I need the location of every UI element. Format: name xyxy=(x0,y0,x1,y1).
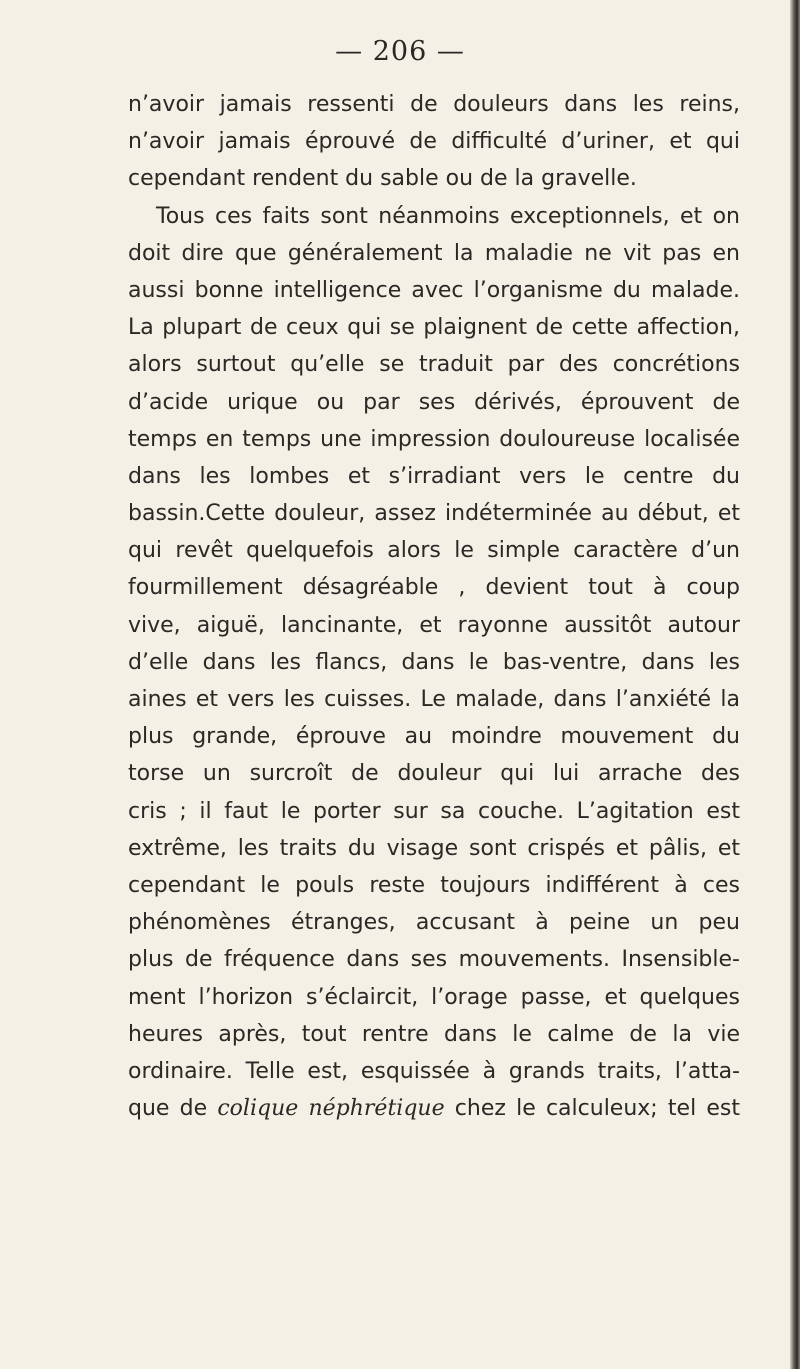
text-line-20: cris ; il faut le porter sur sa couche. L’agitation est xyxy=(128,798,740,824)
text-line-4: Tous ces faits sont néanmoins exceptionnels, et on xyxy=(156,203,740,229)
text-line-9: d’acide urique ou par ses dérivés, éprouvent de xyxy=(128,389,740,415)
text-line-27: ordinaire. Telle est, esquissée à grands traits, l’atta- xyxy=(128,1058,740,1084)
text-line-6: aussi bonne intelligence avec l’organisme du malade. xyxy=(128,277,740,303)
text-line-2: n’avoir jamais éprouvé de difficulté d’uriner, et qui xyxy=(128,129,740,155)
text-line-14: fourmillement désagréable , devient tout à coup xyxy=(128,575,740,601)
text-line-19: torse un surcroît de douleur qui lui arrache des xyxy=(128,761,740,787)
text-line-8: alors surtout qu’elle se traduit par des concrétions xyxy=(128,352,740,378)
text-line-28-start: que de xyxy=(128,1096,208,1122)
text-line-11: dans les lombes et s’irradiant vers le centre du xyxy=(128,463,740,489)
body-text xyxy=(128,86,740,1127)
text-line-1: n’avoir jamais ressenti de douleurs dans les reins, xyxy=(128,92,740,117)
text-line-18: plus grande, éprouve au moindre mouvement du xyxy=(128,724,740,750)
text-line-3: cependant rendent du sable ou de la gravelle. xyxy=(128,166,637,192)
text-line-7: La plupart de ceux qui se plaignent de cette affection, xyxy=(128,315,740,341)
text-line-10: temps en temps une impression douloureuse localisée xyxy=(128,426,740,452)
text-line-12: bassin.Cette douleur, assez indéterminée au début, et xyxy=(128,501,740,527)
text-line-21: extrême, les traits du visage sont crispés et pâlis, et xyxy=(128,835,740,861)
text-line-24: plus de fréquence dans ses mouvements. Insensible- xyxy=(128,947,740,973)
text-line-26: heures après, tout rentre dans le calme de la vie xyxy=(128,1021,740,1047)
text-line-15: vive, aiguë, lancinante, et rayonne aussitôt autour xyxy=(128,612,740,638)
page-number: — 206 — xyxy=(335,36,465,67)
text-line-17: aines et vers les cuisses. Le malade, dans l’anxiété la xyxy=(128,687,740,712)
text-line-25: ment l’horizon s’éclaircit, l’orage passe, et quelques xyxy=(128,984,740,1010)
text-line-23: phénomènes étranges, accusant à peine un peu xyxy=(128,910,740,936)
text-line-22: cependant le pouls reste toujours indifférent à ces xyxy=(128,872,740,898)
page-binding-edge xyxy=(790,0,800,1369)
text-line-28 xyxy=(128,1090,740,1127)
italic-term: colique néphrétique xyxy=(217,1096,445,1122)
text-line-16: d’elle dans les flancs, dans le bas-ventre, dans les xyxy=(128,649,740,675)
text-line-28-end: chez le calculeux; tel est xyxy=(454,1096,740,1122)
text-line-5: doit dire que généralement la maladie ne vit pas en xyxy=(128,240,740,266)
text-line-13: qui revêt quelquefois alors le simple caractère d’un xyxy=(128,538,740,564)
